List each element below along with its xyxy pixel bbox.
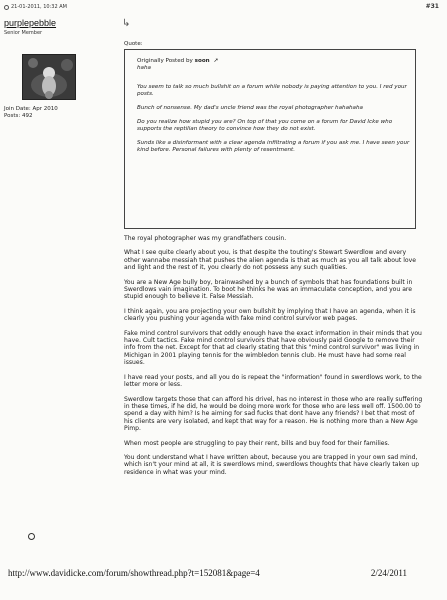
post-timestamp: 21-01-2011, 10:32 AM bbox=[11, 4, 67, 10]
quote-label: Quote: bbox=[124, 41, 143, 47]
quote-paragraph: Sunds like a disinformant with a clear agenda infiltrating a forum if you ask me. I have seen your kind before. Personal failures with plenty of resentment. bbox=[137, 140, 410, 153]
user-title: Senior Member bbox=[4, 30, 43, 36]
post-paragraph: I think again, you are projecting your own bullshit by implying that I have an agenda, when it is clearly you pushing your agenda with fake mind control survivor web pages. bbox=[124, 307, 416, 323]
post-body bbox=[124, 235, 424, 483]
post-paragraph: Swerdlow targets those that can afford his drivel, has no interest in those who are really suffering in these times, if he did, he would be doing more work for those who are less well off. 1500.00 to spend a day with him? Is he aiming for sad fucks that dont have any friends? I bet that most of his clients are very isolated, and kept that way for a reason. He is nothing more than a New Age Pimp. bbox=[124, 395, 423, 433]
post-header bbox=[4, 4, 67, 10]
post-paragraph: You dont understand what I have written about, because you are trapped in your own sad mind, which isn't your mind at all, it is swerdlows mind, swerdlows thoughts that have clearly taken up residence in what was your mind. bbox=[124, 453, 420, 476]
clock-icon bbox=[4, 5, 9, 10]
quote-author: soon bbox=[194, 58, 210, 64]
user-info bbox=[4, 106, 58, 120]
avatar-image bbox=[23, 55, 75, 99]
post-paragraph: The royal photographer was my grandfathers cousin. bbox=[124, 235, 287, 242]
quote-attribution bbox=[137, 57, 411, 65]
quote-box bbox=[124, 49, 416, 229]
multiquote-icon[interactable] bbox=[28, 533, 35, 540]
post-number-link[interactable]: #31 bbox=[425, 3, 439, 10]
footer-url: http://www.davidicke.com/forum/showthread.php?t=152081&page=4 bbox=[8, 568, 260, 578]
post-paragraph: Fake mind control survivors that oddly enough have the exact information in their minds that you have. Cult tactics. Fake mind control survivors that have obviously paid Google to remove their info from the net. Except for that ad clearly stating that this "mind control survivor" was living in Michigan in 2001 playing tennis for the wimbledon tennis club. He must have had some real issues. bbox=[124, 329, 422, 367]
post-count: Posts: 492 bbox=[4, 113, 33, 119]
quote-paragraph: Do you realize how stupid you are? On top of that you come on a forum for David Icke who supports the reptilian theory to convince how they do not exist. bbox=[137, 119, 393, 132]
quote-paragraph: You seem to talk so much bullshit on a forum while nobody is paying attention to you. I red your posts. bbox=[137, 84, 407, 97]
post-paragraph: You are a New Age bully boy, brainwashed by a bunch of symbols that has foundations built in Swerdlows vain imagination. To boot he thinks he was an immaculate conception, and you are stupid enough to believe it. False Messiah. bbox=[124, 278, 413, 301]
footer-date: 2/24/2011 bbox=[370, 568, 407, 578]
username-link[interactable]: purplepebble bbox=[4, 18, 57, 28]
post-paragraph: What I see quite clearly about you, is that despite the touting's Stewart Swerdlow and every other wannabe messiah that pushes the alien agenda is that as much as you all talk about love and light and the rest of it, you clearly do not possess any such qualities. bbox=[124, 249, 416, 272]
quote-originally-posted-by: Originally Posted by bbox=[137, 58, 193, 64]
view-post-arrow-icon[interactable]: ➚ bbox=[213, 57, 219, 64]
post-marker-icon: ↳ bbox=[122, 18, 131, 29]
join-date: Join Date: Apr 2010 bbox=[4, 106, 58, 112]
post-paragraph: I have read your posts, and all you do is repeat the "information" found in swerdlows work, to the letter more or less. bbox=[124, 373, 422, 389]
post-paragraph: When most people are struggling to pay their rent, bills and buy food for their families. bbox=[124, 439, 390, 447]
quote-paragraph: haha bbox=[137, 65, 151, 71]
avatar[interactable] bbox=[22, 54, 76, 100]
quote-paragraph: Bunch of nonsense. My dad's uncle friend was the royal photographer hahahaha bbox=[137, 105, 363, 111]
